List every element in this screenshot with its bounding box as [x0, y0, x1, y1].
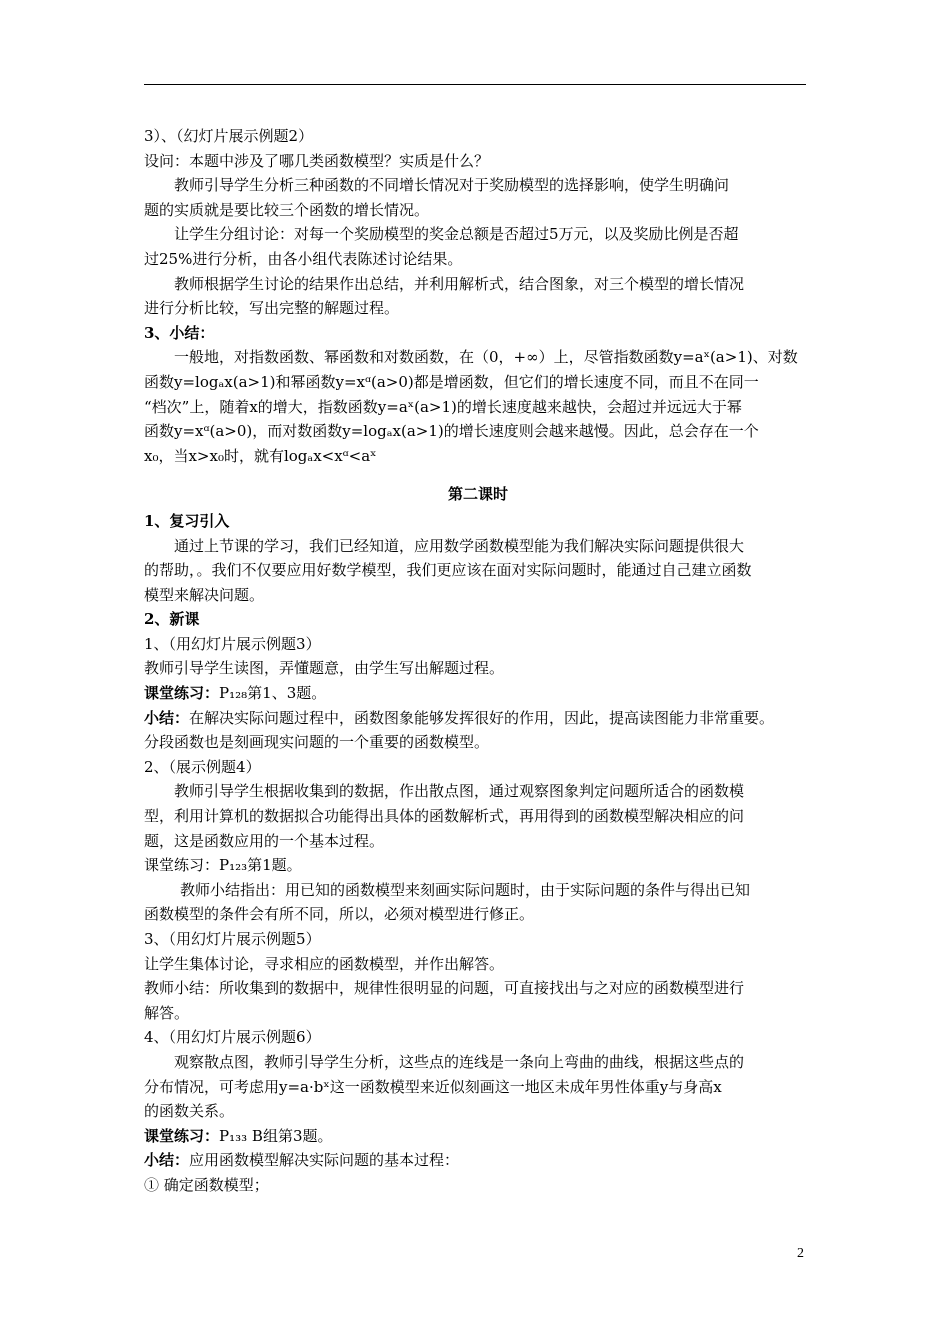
- text-line: [144, 1124, 812, 1149]
- label-bold: 课堂练习：: [144, 684, 220, 703]
- text-line: x₀，当x>x₀时，就有logₐx<xᵅ<aˣ: [144, 446, 377, 465]
- label-bold: 课堂练习：: [144, 1126, 220, 1145]
- text-line: 1、（用幻灯片展示例题3）: [144, 634, 321, 653]
- page-number: 2: [797, 1246, 804, 1261]
- text-line: 教师引导学生根据收集到的数据，作出散点图，通过观察图象判定问题所适合的函数模: [174, 782, 745, 801]
- text-line: 让学生分组讨论：对每一个奖励模型的奖金总额是否超过5万元，以及奖励比例是否超: [174, 225, 739, 244]
- text-line: 模型来解决问题。: [144, 585, 265, 604]
- label-bold: 小结：: [144, 708, 190, 727]
- text-line: 教师根据学生讨论的结果作出总结，并利用解析式，结合图象，对三个模型的增长情况: [174, 274, 745, 293]
- text-line: ① 确定函数模型；: [144, 1175, 269, 1194]
- text-line: 解答。: [144, 1003, 190, 1022]
- text-line: 2、（展示例题4）: [144, 757, 261, 776]
- text-line: 教师引导学生分析三种函数的不同增长情况对于奖励模型的选择影响，使学生明确问: [174, 176, 730, 195]
- text-line: 一般地，对指数函数、幂函数和对数函数，在（0，+∞）上，尽管指数函数y=aˣ(a>1)、对数: [174, 348, 798, 367]
- label-bold: 小结：: [144, 1151, 190, 1170]
- text-line: 函数y=xᵅ(a>0)，而对数函数y=logₐx(a>1)的增长速度则会越来越慢。因此，总会存在一个: [144, 422, 759, 441]
- text-line: 课堂练习：P₁₂₃第1题。: [144, 856, 302, 875]
- lesson-title: 第二课时: [447, 485, 508, 504]
- text-line: 的帮助，。我们不仅要应用好数学模型，我们更应该在面对实际问题时，能通过自己建立函数: [144, 561, 752, 580]
- text-line: 型，利用计算机的数据拟合功能得出具体的函数解析式，再用得到的函数模型解决相应的问: [144, 807, 745, 826]
- label-text: 在解决实际问题过程中，函数图象能够发挥很好的作用，因此，提高读图能力非常重要。: [189, 708, 775, 727]
- text-line: 让学生集体讨论，寻求相应的函数模型，并作出解答。: [144, 954, 505, 973]
- text-line: 过25%进行分析，由各小组代表陈述讨论结果。: [144, 249, 463, 268]
- text-line: 的函数关系。: [144, 1102, 235, 1121]
- document-body: [144, 124, 812, 1198]
- text-line: 3、（用幻灯片展示例题5）: [144, 930, 321, 948]
- text-line: 通过上节课的学习，我们已经知道，应用数学函数模型能为我们解决实际问题提供很大: [174, 536, 745, 555]
- text-line: 函数y=logₐx(a>1)和幂函数y=xᵅ(a>0)都是增函数，但它们的增长速度不同，而且不在同一: [144, 372, 759, 391]
- section-heading: 1、复习引入: [144, 511, 230, 530]
- text-line: 设问：本题中涉及了哪几类函数模型？实质是什么？: [144, 151, 490, 170]
- text-line: [144, 681, 812, 706]
- text-line: 分布情况，可考虑用y=a·bˣ这一函数模型来近似刻画这一地区未成年男性体重y与身高x: [144, 1077, 722, 1096]
- text-line: 教师小结：所收集到的数据中，规律性很明显的问题，可直接找出与之对应的函数模型进行: [144, 979, 745, 998]
- text-line: 观察散点图，教师引导学生分析，这些点的连线是一条向上弯曲的曲线，根据这些点的: [174, 1052, 745, 1071]
- text-line: 教师引导学生读图，弄懂题意，由学生写出解题过程。: [144, 659, 505, 678]
- text-line: 3）、（幻灯片展示例题2）: [144, 127, 314, 145]
- text-line: [144, 1148, 812, 1173]
- text-line: “档次”上，随着x的增大，指数函数y=aˣ(a>1)的增长速度越来越快，会超过并远远大于幂: [144, 397, 742, 416]
- text-line: 进行分析比较，写出完整的解题过程。: [144, 299, 400, 318]
- text-line: 分段函数也是刻画现实问题的一个重要的函数模型。: [144, 733, 490, 752]
- text-line: [144, 706, 812, 731]
- section-heading: 3、小结：: [144, 323, 215, 342]
- text-line: 教师小结指出：用已知的函数模型来刻画实际问题时，由于实际问题的条件与得出已知: [180, 880, 751, 899]
- text-line: 题，这是函数应用的一个基本过程。: [144, 831, 385, 850]
- section-heading: 2、新课: [144, 610, 200, 629]
- text-line: 4、（用幻灯片展示例题6）: [144, 1028, 321, 1047]
- label-text: P₁₂₈第1、3题。: [219, 684, 327, 703]
- label-text: 应用函数模型解决实际问题的基本过程：: [189, 1151, 460, 1170]
- text-line: 题的实质就是要比较三个函数的增长情况。: [144, 200, 430, 219]
- header-rule: [144, 84, 806, 85]
- label-text: P₁₃₃ B组第3题。: [219, 1126, 333, 1145]
- text-line: 函数模型的条件会有所不同，所以，必须对模型进行修正。: [144, 905, 535, 924]
